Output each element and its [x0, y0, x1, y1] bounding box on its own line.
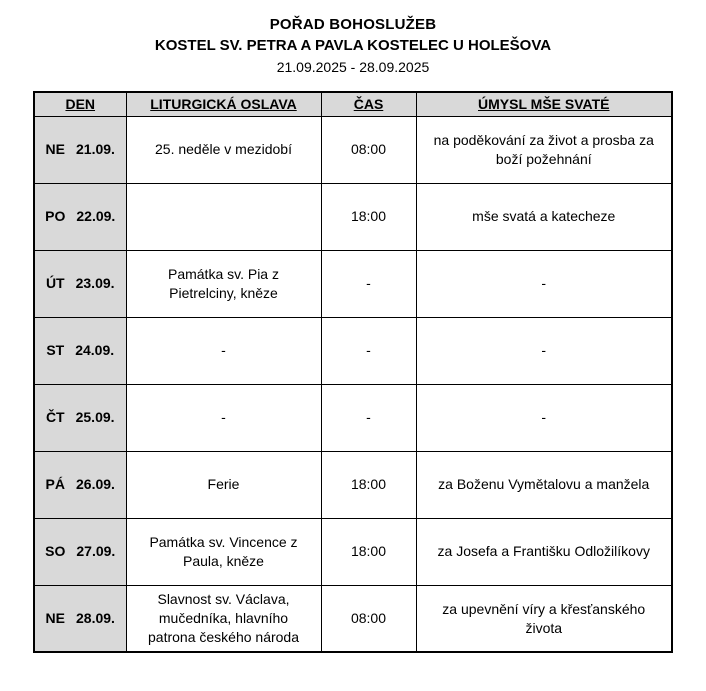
table-row — [34, 317, 672, 384]
day-abbr: NE — [45, 141, 65, 158]
celebration-cell: Památka sv. Vincence z Paula, kněze — [126, 518, 321, 585]
day-cell — [34, 116, 126, 183]
time-cell: 08:00 — [321, 585, 416, 652]
day-abbr: ÚT — [45, 275, 65, 292]
table-row — [34, 518, 672, 585]
day-cell — [34, 183, 126, 250]
day-date: 25.09. — [75, 409, 115, 426]
day-abbr: SO — [45, 543, 66, 560]
document-header — [0, 16, 706, 75]
intention-cell: - — [416, 384, 672, 451]
table-row — [34, 116, 672, 183]
day-wrap — [43, 341, 118, 360]
day-cell — [34, 585, 126, 652]
day-wrap — [43, 140, 118, 159]
table-header-row — [34, 92, 672, 116]
day-date: 28.09. — [76, 610, 115, 627]
day-wrap — [43, 475, 118, 494]
table-row — [34, 585, 672, 652]
day-date: 21.09. — [76, 141, 115, 158]
day-cell — [34, 518, 126, 585]
day-cell — [34, 384, 126, 451]
table-row — [34, 451, 672, 518]
time-cell: 18:00 — [321, 451, 416, 518]
time-cell: - — [321, 384, 416, 451]
day-date: 26.09. — [76, 476, 115, 493]
time-cell: - — [321, 317, 416, 384]
table-row — [34, 183, 672, 250]
intention-cell: na poděkování za život a prosba za boží požehnání — [416, 116, 672, 183]
column-header-day: DEN — [34, 92, 126, 116]
day-date: 22.09. — [76, 208, 116, 225]
intention-cell: - — [416, 250, 672, 317]
day-cell — [34, 317, 126, 384]
celebration-cell: - — [126, 317, 321, 384]
church-name: KOSTEL SV. PETRA A PAVLA KOSTELEC U HOLEŠOVA — [154, 37, 552, 54]
celebration-cell: 25. neděle v mezidobí — [126, 116, 321, 183]
celebration-cell: - — [126, 384, 321, 451]
celebration-cell: Památka sv. Pia z Pietrelciny, kněze — [126, 250, 321, 317]
column-header-intention: ÚMYSL MŠE SVATÉ — [416, 92, 672, 116]
time-cell: 18:00 — [321, 518, 416, 585]
column-header-celebration: LITURGICKÁ OSLAVA — [126, 92, 321, 116]
day-wrap — [43, 207, 118, 226]
day-cell — [34, 451, 126, 518]
day-abbr: PO — [45, 208, 66, 225]
day-date: 23.09. — [75, 275, 115, 292]
day-date: 24.09. — [75, 342, 115, 359]
intention-cell: mše svatá a katecheze — [416, 183, 672, 250]
celebration-cell: Ferie — [126, 451, 321, 518]
time-cell: 08:00 — [321, 116, 416, 183]
day-wrap — [43, 274, 118, 293]
day-abbr: NE — [45, 610, 65, 627]
celebration-cell — [126, 183, 321, 250]
day-abbr: ČT — [45, 409, 65, 426]
celebration-cell: Slavnost sv. Václava, mučedníka, hlavního patrona českého národa — [126, 585, 321, 652]
time-cell: 18:00 — [321, 183, 416, 250]
day-wrap — [43, 609, 118, 628]
table-row — [34, 384, 672, 451]
page-title: POŘAD BOHOSLUŽEB — [269, 16, 437, 33]
schedule-table — [33, 91, 673, 653]
intention-cell: za Josefa a Františku Odložilíkovy — [416, 518, 672, 585]
day-abbr: ST — [46, 342, 65, 359]
time-cell: - — [321, 250, 416, 317]
column-header-time: ČAS — [321, 92, 416, 116]
table-row — [34, 250, 672, 317]
day-abbr: PÁ — [45, 476, 65, 493]
day-date: 27.09. — [76, 543, 116, 560]
day-cell — [34, 250, 126, 317]
date-range: 21.09.2025 - 28.09.2025 — [276, 59, 430, 75]
day-wrap — [43, 408, 118, 427]
intention-cell: - — [416, 317, 672, 384]
intention-cell: za Boženu Vymětalovu a manžela — [416, 451, 672, 518]
day-wrap — [43, 542, 118, 561]
intention-cell: za upevnění víry a křesťanského života — [416, 585, 672, 652]
